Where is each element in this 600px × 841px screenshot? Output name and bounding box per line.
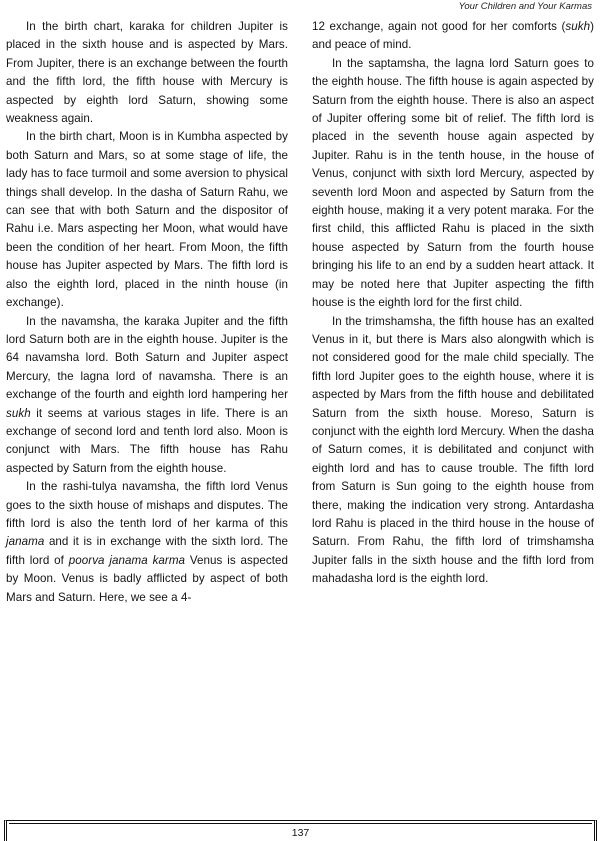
text-run: and it is in exchange with the sixth lord. The fifth lord of [6,535,288,567]
paragraph-birth-chart-jupiter: In the birth chart, karaka for children Jupiter is placed in the sixth house and is aspected by Mars. From Jupiter, there is an exchange between the fourth and the fifth lord, the fifth house with Mercury is aspected by eighth lord Saturn, showing some weakness again. [6,20,288,126]
paragraph-trimshamsha: In the trimshamsha, the fifth house has an exalted Venus in it, but there is Mars also alongwith which is not considered good for the male child specially. The fifth lord Jupiter goes to the eighth house, where it is aspected by Mars from the fifth house and debilitated Saturn from the sixth house. Moreso, Saturn is conjunct with the eighth lord Mercury. When the dasha of Saturn comes, it is debilitated and conjunct with eighth lord and has to cause trouble. The fifth lord from Saturn is Sun going to the eighth house from there, making the indication very strong. Antardasha lord Rahu is placed in the third house in the house of Saturn. From Rahu, the fifth lord of trimshamsha Jupiter falls in the sixth house and the fifth lord from mahadasha lord is the eighth lord. [312,314,594,586]
paragraph-rashi-tulya-navamsha [6,478,288,607]
text-run: In the navamsha, the karaka Jupiter and the fifth lord Saturn both are in the eighth house. Jupiter is the 64 navamsha lord. Both Saturn and Jupiter aspect Mercury, the lagna lord of navamsha. There is an exchange of the fourth and eighth lord hampering her [6,314,288,402]
left-column [6,18,288,607]
text-run: Venus is aspected by Moon. Venus is badly afflicted by aspect of both Mars and Saturn. Here, we see a 4- [6,553,288,604]
paragraph-birth-chart-moon: In the birth chart, Moon is in Kumbha aspected by both Saturn and Mars, so at some stage of life, the lady has to face turmoil and some aversion to physical things shall develop. In the dasha of Saturn Rahu, we can see that with both Saturn and the dispositor of Rahu i.e. Mars aspecting her Moon, what would have been the condition of her heart. From Moon, the fifth house has Jupiter aspected by Mars. The fifth lord is also the eighth lord, placed in the ninth house (in exchange). [6,130,288,310]
paragraph-navamsha [6,313,288,479]
right-column [312,18,594,589]
paragraph-continuation [312,18,594,55]
italic-term: sukh [6,406,31,420]
italic-term: poorva janama karma [68,553,186,567]
text-run: 12 exchange, again not good for her comforts ( [312,20,566,33]
text-run: it seems at various stages in life. There is an exchange of second lord and tenth lord also. Moon is conjunct with Mars. The fifth house has Rahu aspected by Saturn from the eighth house. [6,406,288,475]
text-run: ) and peace of mind. [312,20,594,52]
italic-term: janama [6,535,45,549]
running-head: Your Children and Your Karmas [458,1,592,12]
text-run: In the rashi-tulya navamsha, the fifth lord Venus goes to the sixth house of mishaps and disputes. The fifth lord is also the tenth lord of her karma of this [6,480,288,530]
italic-term: sukh [565,20,591,33]
footer-rule [9,823,592,824]
paragraph-saptamsha: In the saptamsha, the lagna lord Saturn goes to the eighth house. The fifth house is again aspected by Saturn from the eighth house. There is also an aspect of Jupiter offering some bit of relief. The fifth lord is placed in the seventh house again aspected by Jupiter. Rahu is in the tenth house, in the house of Venus, conjunct with sixth lord Mercury, aspected by seventh lord Moon and aspected by Saturn from the eighth house, making it a very potent maraka. For the first child, this afflicted Rahu is placed in the sixth house aspected by Saturn from the fourth house bringing his life to an end by a sudden heart attack. It may be noted here that Jupiter aspecting the fifth house is the eighth lord for the first child. [312,56,594,310]
page-number: 137 [291,827,310,839]
page-footer [4,820,597,841]
